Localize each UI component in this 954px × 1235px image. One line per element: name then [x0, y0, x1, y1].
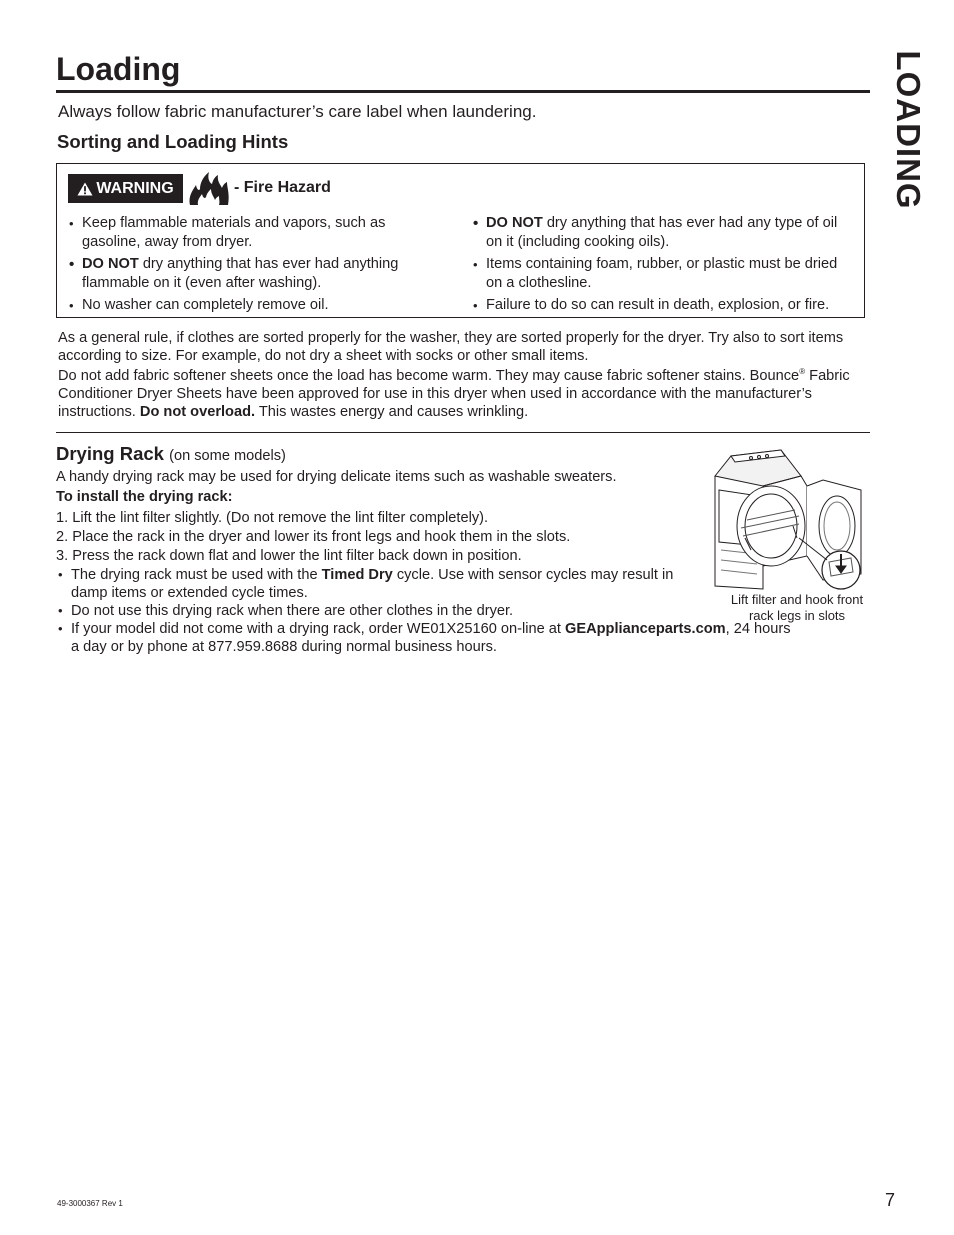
install-step: 3. Press the rack down flat and lower the lint filter back down in position.	[56, 548, 522, 564]
figure-caption: Lift filter and hook front rack legs in slots	[730, 592, 864, 623]
note-item: • The drying rack must be used with the Timed Dry cycle. Use with sensor cycles may result in damp items or extended cycle times.	[56, 566, 711, 602]
warning-badge-label: WARNING	[96, 179, 174, 197]
install-step: 2. Place the rack in the dryer and lower its front legs and hook them in the slots.	[56, 529, 571, 545]
side-tab	[878, 50, 938, 210]
page-title: Loading	[56, 51, 181, 87]
fire-icon	[187, 170, 231, 206]
drying-rack-notes	[56, 566, 796, 656]
sorting-paragraph: As a general rule, if clothes are sorted properly for the washer, they are sorted properly for the dryer. Try also to sort items according to size. For example, do not dry a sheet with socks or other small items.	[58, 330, 844, 364]
install-heading: To install the drying rack:	[56, 489, 233, 505]
warning-item: • No washer can completely remove oil.	[67, 296, 437, 315]
warning-item: • Keep flammable materials and vapors, such as gasoline, away from dryer.	[67, 214, 437, 252]
page-number: 7	[885, 1190, 896, 1210]
warning-item: • DO NOT dry anything that has ever had anything flammable on it (even after washing).	[67, 255, 437, 293]
note-item: • Do not use this drying rack when there are other clothes in the dryer.	[56, 602, 796, 620]
intro-text: Always follow fabric manufacturer’s care label when laundering.	[58, 102, 537, 121]
title-rule	[56, 90, 870, 93]
warning-badge	[68, 174, 183, 203]
drying-rack-intro: A handy drying rack may be used for drying delicate items such as washable sweaters.	[56, 469, 617, 485]
warning-item: • Items containing foam, rubber, or plastic must be dried on a clothesline.	[471, 255, 857, 293]
warning-triangle-icon	[77, 182, 93, 196]
sorting-heading: Sorting and Loading Hints	[57, 131, 289, 152]
section-divider	[56, 432, 870, 433]
warning-item: • DO NOT dry anything that has ever had any type of oil on it (including cooking oils).	[471, 214, 857, 252]
dryer-drying-rack-illustration	[711, 446, 871, 590]
fire-hazard-warning-box	[56, 163, 865, 318]
warning-item: • Failure to do so can result in death, explosion, or fire.	[471, 296, 857, 315]
document-number: 49-3000367 Rev 1	[57, 1199, 123, 1208]
note-item: • If your model did not come with a drying rack, order WE01X25160 on-line at GEApplianceparts.com, 24 hours a day or by phone at 877.959.8688 during normal business hours.	[56, 620, 801, 656]
side-tab-label: LOADING	[890, 50, 927, 210]
drying-rack-heading: Drying Rack (on some models)	[56, 443, 286, 464]
fire-hazard-label: - Fire Hazard	[234, 179, 331, 196]
install-step: 1. Lift the lint filter slightly. (Do not remove the lint filter completely).	[56, 510, 489, 526]
warning-list-right	[471, 214, 857, 318]
softener-paragraph: Do not add fabric softener sheets once the load has become warm. They may cause fabric softener stains. Bounce® Fabric Conditioner Dryer Sheets have been approved for use in this dryer when used in accordance with the manufacturer’s instructions. Do not overload. This wastes energy and causes wrinkling.	[58, 367, 850, 420]
warning-list-left	[67, 214, 437, 318]
